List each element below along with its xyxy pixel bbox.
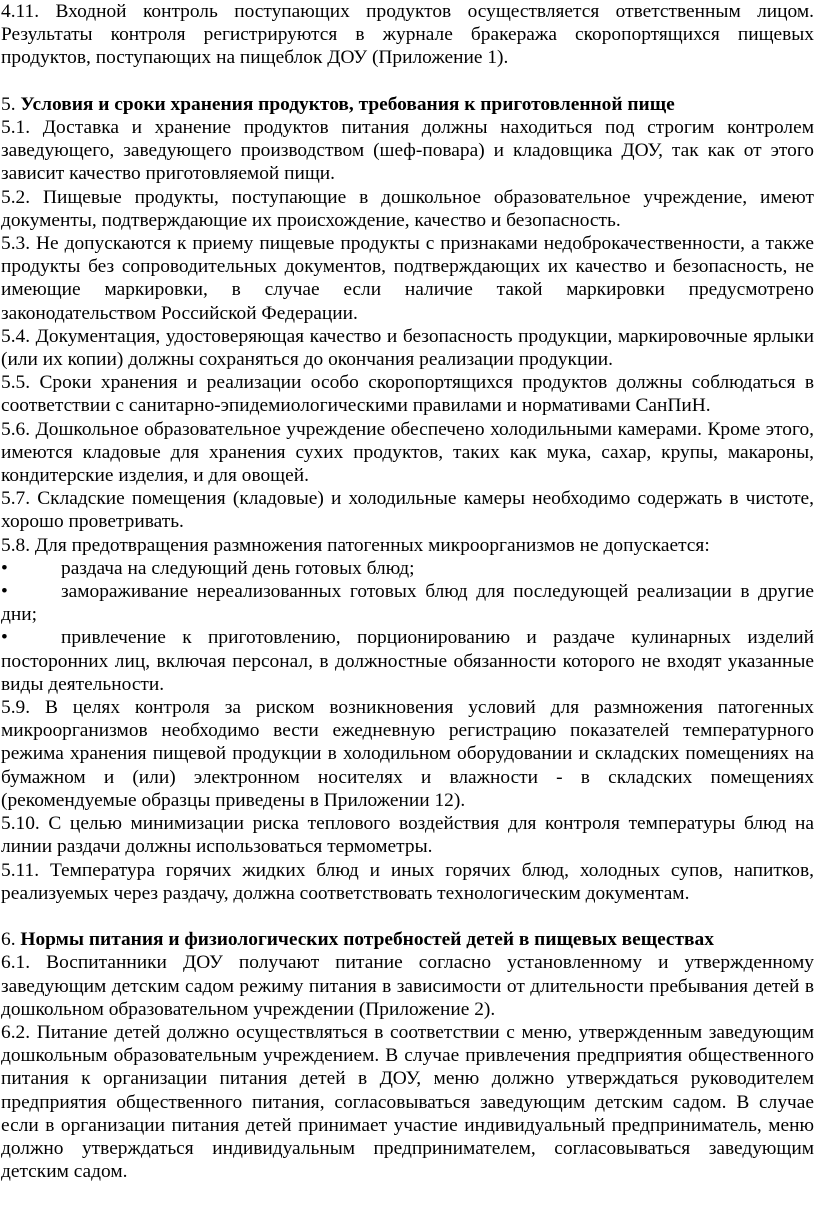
paragraph-5-9: 5.9. В целях контроля за риском возникновения условий для размножения патогенных микроорганизмов необходимо вести ежедневную регистрацию показателей температурного режима хранения пищевой продукции в холодильном оборудовании и складских помещениях на бумажном и (или) электронном носителях и влажности - в складских помещениях (рекомендуемые образцы приведены в Приложении 12). bbox=[1, 697, 814, 811]
section-5-number: 5. bbox=[1, 93, 16, 115]
list-item-text-1: раздача на следующий день готовых блюд; bbox=[61, 557, 415, 579]
section-5-heading bbox=[1, 93, 814, 116]
paragraph-6-2: 6.2. Питание детей должно осуществляться в соответствии с меню, утвержденным заведующим дошкольным образовательным учреждением. В случае привлечения предприятия общественного питания к организации питания детей в ДОУ, меню должно утверждаться руководителем предприятия общественного питания, согласовываться заведующим детским садом. В случае если в организации питания детей принимает участие индивидуальный предприниматель, меню должно утверждаться индивидуальным предпринимателем, согласовываться заведующим детским садом. bbox=[1, 1021, 814, 1183]
bullet-mark: • bbox=[1, 581, 8, 603]
paragraph-4-11: 4.11. Входной контроль поступающих продуктов осуществляется ответственным лицом. Результаты контроля регистрируются в журнале бракеража скоропортящихся пищевых продуктов, поступающих на пищеблок ДОУ (Приложение 1). bbox=[1, 1, 814, 69]
list-item-text-2: замораживание нереализованных готовых блюд для последующей реализации в другие дни; bbox=[1, 581, 814, 626]
paragraph-5-3: 5.3. Не допускаются к приему пищевые продукты с признаками недоброкачественности, а также продукты без сопроводительных документов, подтверждающих их качество и безопасность, не имеющие маркировки, в случае если наличие такой маркировки предусмотрено законодательством Российской Федерации. bbox=[1, 233, 814, 324]
paragraph-5-2: 5.2. Пищевые продукты, поступающие в дошкольное образовательное учреждение, имеют документы, подтверждающие их происхождение, качество и безопасность. bbox=[1, 186, 814, 231]
section-6-heading bbox=[1, 928, 814, 951]
list-item bbox=[1, 626, 814, 696]
section-5-title: Условия и сроки хранения продуктов, требования к приготовленной пище bbox=[20, 93, 675, 115]
section-6-number: 6. bbox=[1, 929, 16, 951]
paragraph-5-6: 5.6. Дошкольное образовательное учреждение обеспечено холодильными камерами. Кроме этого, имеются кладовые для хранения сухих продуктов, таких как мука, сахар, крупы, макароны, кондитерские изделия, и для овощей. bbox=[1, 418, 814, 487]
paragraph-5-8: 5.8. Для предотвращения размножения патогенных микроорганизмов не допускается: bbox=[1, 534, 710, 556]
paragraph-5-1: 5.1. Доставка и хранение продуктов питания должны находиться под строгим контролем заведующего, заведующего производством (шеф-повара) и кладовщика ДОУ, так как от этого зависит качество приготовляемой пищи. bbox=[1, 117, 814, 185]
list-item-text-3: привлечение к приготовлению, порционированию и раздаче кулинарных изделий посторонних лиц, включая персонал, в должностные обязанности которого не входят указанные виды деятельности. bbox=[1, 627, 814, 695]
paragraph-5-7: 5.7. Складские помещения (кладовые) и холодильные камеры необходимо содержать в чистоте, хорошо проветривать. bbox=[1, 488, 814, 533]
list-item bbox=[1, 557, 814, 580]
section-6-title: Нормы питания и физиологических потребностей детей в пищевых веществах bbox=[20, 929, 714, 951]
paragraph-6-1: 6.1. Воспитанники ДОУ получают питание согласно установленному и утвержденному заведующим детским садом режиму питания в зависимости от длительности пребывания детей в дошкольном образовательном учреждении (Приложение 2). bbox=[1, 952, 814, 1020]
paragraph-5-4: 5.4. Документация, удостоверяющая качество и безопасность продукции, маркировочные ярлыки (или их копии) должны сохраняться до окончания реализации продукции. bbox=[1, 325, 814, 371]
paragraph-5-5: 5.5. Сроки хранения и реализации особо скоропортящихся продуктов должны соблюдаться в соответствии с санитарно-эпидемиологическими правилами и нормативами СанПиН. bbox=[1, 372, 814, 417]
list-item bbox=[1, 580, 814, 626]
paragraph-5-11: 5.11. Температура горячих жидких блюд и иных горячих блюд, холодных супов, напитков, реализуемых через раздачу, должна соответствовать технологическим документам. bbox=[1, 859, 814, 904]
bullet-mark: • bbox=[1, 627, 8, 649]
bullet-mark: • bbox=[1, 557, 8, 579]
paragraph-5-10: 5.10. С целью минимизации риска теплового воздействия для контроля температуры блюд на линии раздачи должны использоваться термометры. bbox=[1, 813, 814, 858]
